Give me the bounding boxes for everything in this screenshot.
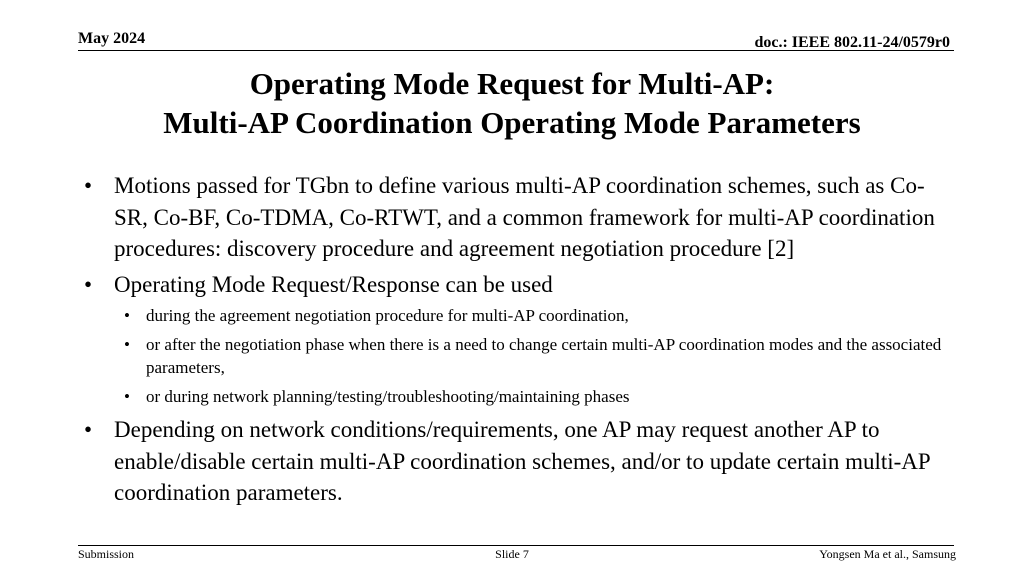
bullet-text: Motions passed for TGbn to define various multi-AP coordination schemes, such as Co-SR, Co-BF, Co-TDMA, Co-RTWT, and a common framework for multi-AP coordination procedures: discovery procedure and agreement negotiation procedure [2]	[114, 173, 935, 261]
footer-slide-number: Slide 7	[495, 547, 529, 561]
sub-bullet-text: during the agreement negotiation procedure for multi-AP coordination,	[146, 306, 629, 325]
bullet-marker: •	[84, 271, 93, 297]
bullet-marker: •	[84, 417, 93, 442]
sub-bullet-2	[84, 333, 944, 379]
slide-title-line-2: Multi-AP Coordination Operating Mode Parameters	[163, 105, 861, 140]
header-date: May 2024	[78, 30, 146, 47]
bullet-text: Depending on network conditions/requirements, one AP may request another AP to enable/disable certain multi-AP coordination schemes, and/or to update certain multi-AP coordination parameters.	[114, 417, 930, 505]
sub-bullet-text: or during network planning/testing/troubleshooting/maintaining phases	[146, 387, 630, 406]
sub-bullet-3	[84, 385, 944, 408]
bullet-3	[84, 414, 944, 509]
header-divider	[78, 50, 954, 51]
slide-body	[84, 170, 944, 513]
sub-bullet-1	[84, 304, 944, 327]
slide-title-line-1: Operating Mode Request for Multi-AP:	[249, 66, 775, 101]
sub-bullet-marker: •	[124, 306, 130, 325]
header-doc-id: doc.: IEEE 802.11-24/0579r0	[754, 34, 950, 51]
footer-divider	[78, 545, 954, 546]
sub-bullet-text: or after the negotiation phase when there is a need to change certain multi-AP coordination modes and the associated parameters,	[146, 335, 942, 377]
sub-bullet-marker: •	[124, 335, 130, 354]
sub-bullet-marker: •	[124, 387, 130, 406]
bullet-1	[84, 170, 944, 265]
slide-title	[0, 64, 1024, 142]
footer-authors: Yongsen Ma et al., Samsung	[819, 547, 956, 561]
bullet-marker: •	[84, 173, 93, 198]
footer-submission: Submission	[78, 547, 135, 561]
bullet-2	[84, 269, 944, 301]
bullet-text: Operating Mode Request/Response can be used	[114, 271, 553, 297]
